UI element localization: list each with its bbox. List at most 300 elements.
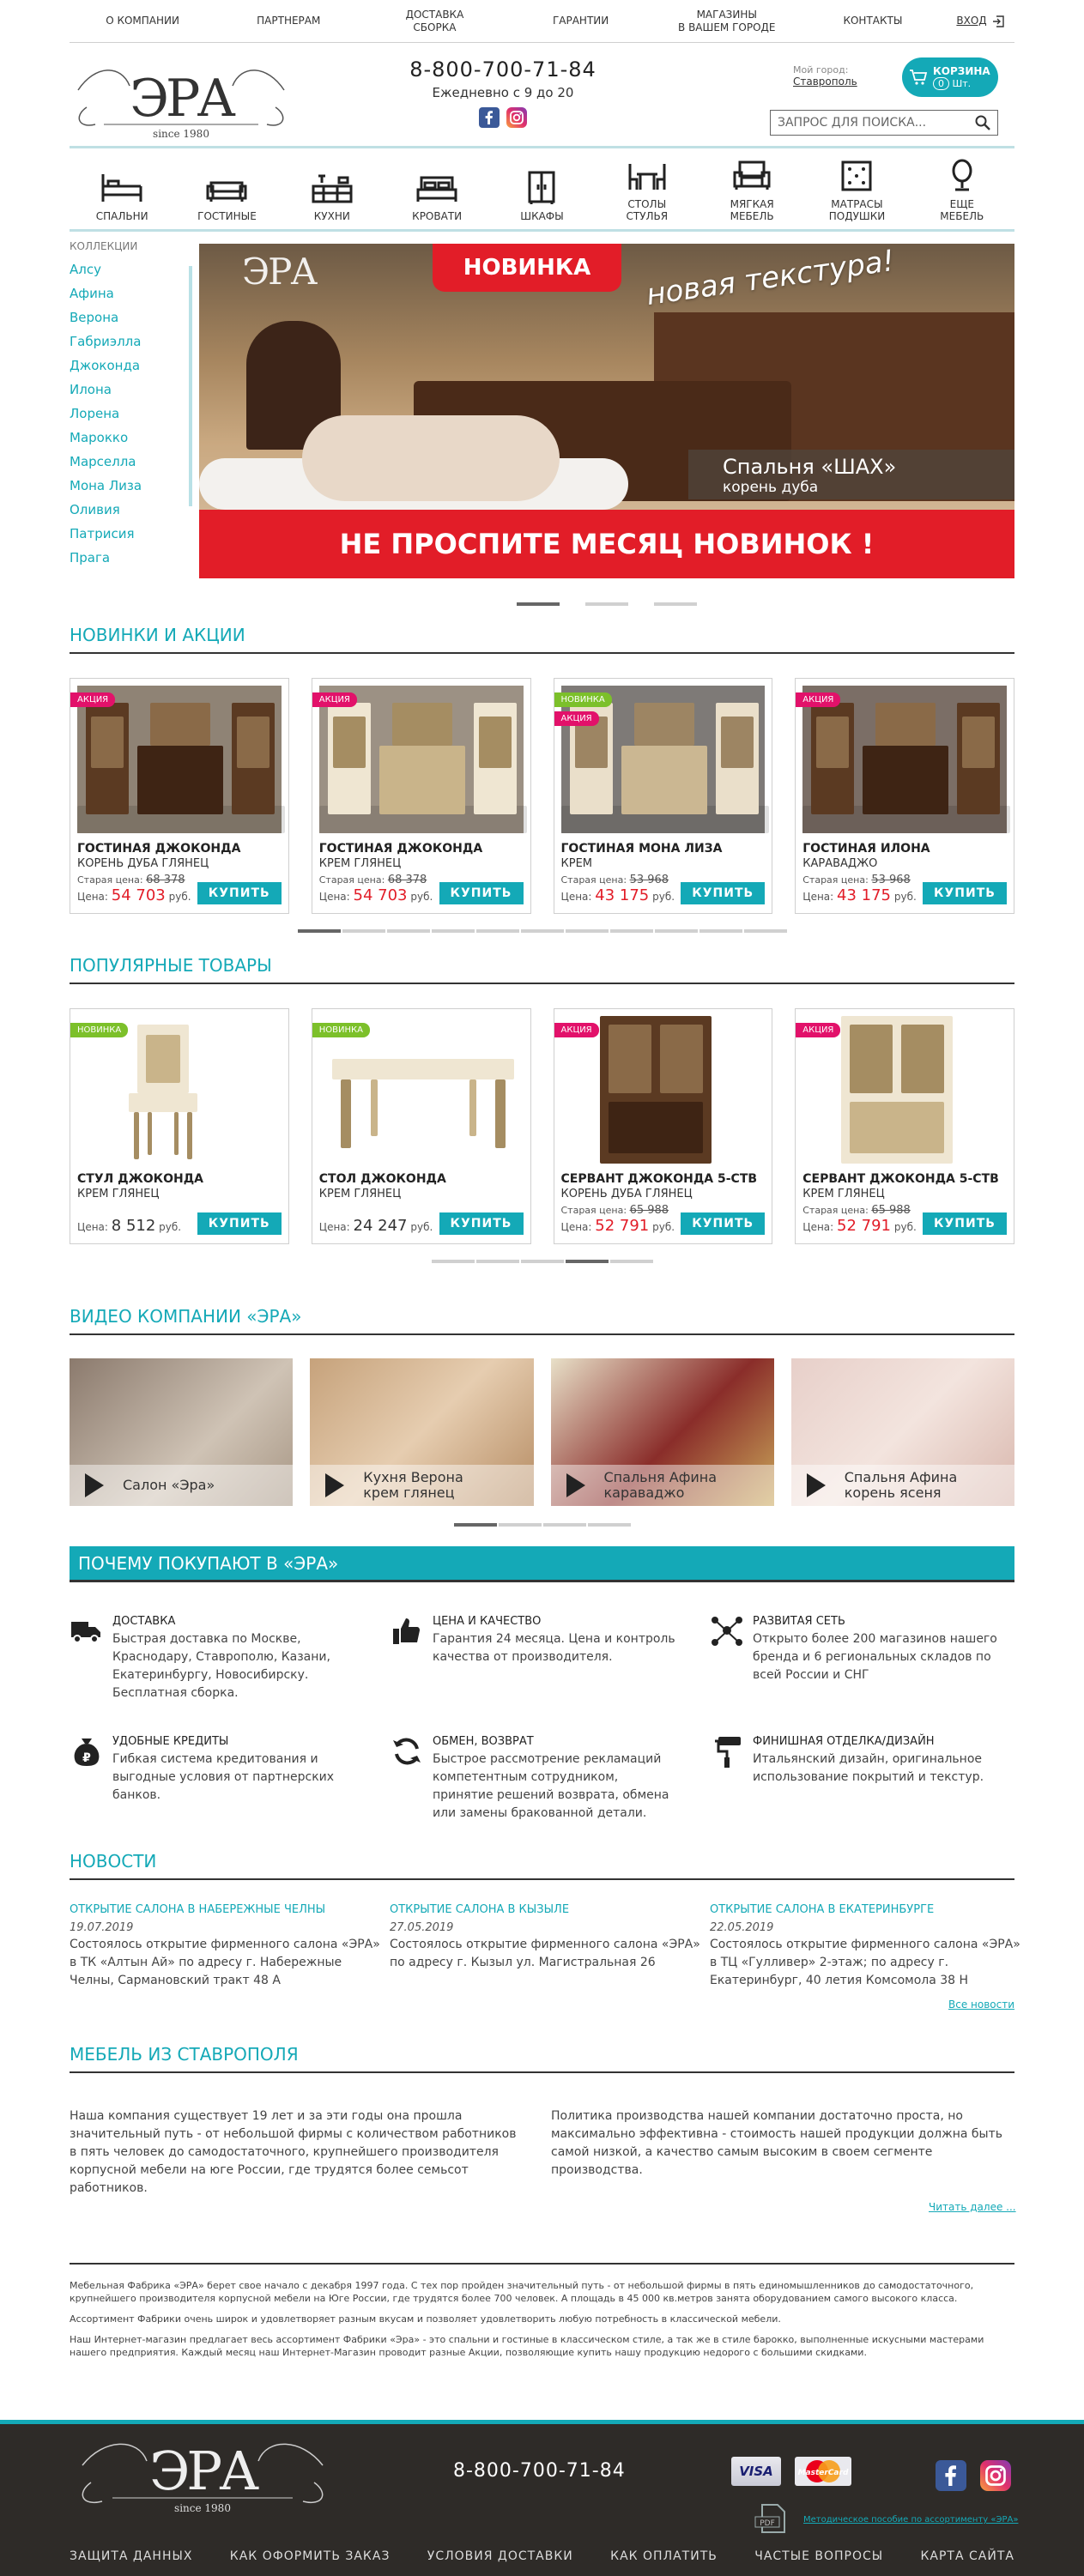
- section-title-why: ПОЧЕМУ ПОКУПАЮТ В «ЭРА»: [70, 1546, 1014, 1582]
- product-name[interactable]: ГОСТИНАЯ ДЖОКОНДА: [77, 842, 241, 856]
- carousel-dot[interactable]: [610, 1260, 653, 1263]
- video-title: Салон «Эра»: [123, 1477, 215, 1493]
- instagram-icon[interactable]: [980, 2460, 1011, 2491]
- manual-link[interactable]: Методическое пособие по ассортименту «ЭРА»: [803, 2515, 1019, 2525]
- product-image[interactable]: [319, 686, 524, 833]
- carousel-dot[interactable]: [566, 929, 609, 933]
- current-price: [802, 886, 917, 904]
- news-title[interactable]: ОТКРЫТИЕ САЛОНА В КЫЗЫЛЕ: [390, 1903, 570, 1916]
- furniture-shape: [137, 746, 223, 814]
- furniture-shape: [371, 1079, 378, 1136]
- video-caption: [70, 1465, 293, 1506]
- product-image[interactable]: [77, 686, 282, 833]
- price-label: Цена:: [77, 1221, 108, 1233]
- product-name[interactable]: СТУЛ ДЖОКОНДА: [77, 1172, 203, 1186]
- furniture-shape: [901, 1025, 944, 1093]
- product-image[interactable]: [561, 686, 766, 833]
- price-value: 52 791: [837, 1217, 892, 1235]
- product-name[interactable]: СЕРВАНТ ДЖОКОНДА 5-СТВ: [560, 1172, 758, 1186]
- facebook-icon[interactable]: [936, 2460, 966, 2491]
- buy-button[interactable]: КУПИТЬ: [197, 1212, 282, 1235]
- search-placeholder: ЗАПРОС ДЛЯ ПОИСКА...: [778, 116, 927, 130]
- old-price-label: Старая цена:: [802, 1205, 869, 1216]
- ruble-bag-icon: [70, 1735, 104, 1769]
- furniture-shape: [469, 1079, 476, 1136]
- wardrobe-icon: [519, 171, 564, 205]
- thumbs-up-icon: [390, 1615, 424, 1649]
- city-selector[interactable]: [793, 64, 857, 88]
- about-text-right: Политика производства нашей компании достаточно проста, но максимально эффективна - стоимость нашей продукции должна быть самой низкой, а качество самым высоким в своем сегменте производства.: [551, 2109, 1002, 2177]
- buy-button[interactable]: КУПИТЬ: [681, 1212, 765, 1235]
- buy-button[interactable]: КУПИТЬ: [923, 882, 1007, 904]
- svg-text:since 1980: since 1980: [174, 2502, 231, 2514]
- product-finish: КРЕМ ГЛЯНЕЦ: [77, 1188, 160, 1200]
- collection-link[interactable]: Лорена: [70, 406, 120, 421]
- furniture-shape: [721, 717, 754, 768]
- product-card[interactable]: [312, 1008, 531, 1244]
- product-prices: [802, 874, 917, 904]
- video-card[interactable]: [551, 1358, 774, 1506]
- collections-scrollbar[interactable]: [189, 266, 192, 506]
- feature-item: [390, 1735, 681, 1823]
- price-label: Цена:: [802, 1221, 834, 1233]
- product-card[interactable]: [795, 678, 1014, 914]
- header-phone[interactable]: 8-800-700-71-84: [409, 57, 597, 82]
- mastercard-icon: [795, 2457, 851, 2486]
- price-value: 43 175: [595, 886, 650, 904]
- furniture-shape: [621, 746, 707, 814]
- furniture-shape: [609, 1025, 651, 1093]
- news-text: Состоялось открытие фирменного салона «ЭРА» в ТЦ «Гулливер» 2-этаж; по адресу г. Екатеринбург, 40 летия Комсомола 38 Н: [710, 1938, 1020, 1987]
- seo-paragraph: Наш Интернет-магазин предлагает весь ассортимент Фабрики «Эра» - это спальни и гостиные в классическом стиле, а так же в стиле барокко, выполненные искусными мастерами нашего предприятия. Каждый месяц наш Интернет-Магазин проводит разные Акции, позволяющие купить нашу продукцию недорого с большими скидками.: [70, 2334, 984, 2358]
- carousel-dot[interactable]: [476, 929, 519, 933]
- old-price-label: Старая цена:: [318, 874, 385, 886]
- footer-menu: [70, 2549, 1014, 2563]
- currency-label: руб.: [159, 1221, 182, 1233]
- product-image[interactable]: [77, 1016, 282, 1164]
- video-card[interactable]: [70, 1358, 293, 1506]
- video-dot[interactable]: [543, 1523, 586, 1527]
- video-caption: [791, 1465, 1014, 1506]
- news-title[interactable]: ОТКРЫТИЕ САЛОНА В НАБЕРЕЖНЫЕ ЧЕЛНЫ: [70, 1903, 326, 1916]
- footer-menu-item[interactable]: КАК ОПЛАТИТЬ: [610, 2549, 718, 2563]
- read-more-link[interactable]: Читать далее ...: [929, 2201, 1016, 2213]
- product-prices: [561, 1204, 675, 1235]
- video-dot[interactable]: [588, 1523, 631, 1527]
- new-badge: НОВИНКА: [70, 1023, 128, 1037]
- carousel-dot[interactable]: [655, 929, 698, 933]
- login-icon: [992, 15, 1004, 27]
- old-price-value: 53 968: [629, 874, 669, 886]
- furniture-shape: [91, 717, 124, 768]
- product-name[interactable]: СЕРВАНТ ДЖОКОНДА 5-СТВ: [802, 1172, 999, 1186]
- product-prices: [802, 1204, 917, 1235]
- carousel-dot[interactable]: [432, 1260, 475, 1263]
- svg-text:ЭРА: ЭРА: [148, 2440, 257, 2502]
- furniture-shape: [237, 717, 269, 768]
- sale-badge: АКЦИЯ: [70, 692, 115, 707]
- collection-link[interactable]: Оливия: [70, 502, 120, 517]
- feature-text: Открыто более 200 магазинов нашего бренда и 6 региональных складов по всей России и СНГ: [753, 1632, 997, 1682]
- section-title-popular: ПОПУЛЯРНЫЕ ТОВАРЫ: [70, 955, 1014, 984]
- product-image[interactable]: [319, 1016, 524, 1164]
- sale-badge: АКЦИЯ: [554, 711, 599, 726]
- carousel-dot[interactable]: [432, 929, 475, 933]
- collection-link[interactable]: Прага: [70, 550, 111, 565]
- footer-menu-item[interactable]: КАРТА САЙТА: [920, 2549, 1014, 2563]
- current-price: [561, 886, 675, 904]
- feature-text: Гибкая система кредитования и выгодные условия от партнерских банков.: [112, 1752, 335, 1802]
- videos-carousel: [70, 1358, 1014, 1506]
- product-finish: КРЕМ ГЛЯНЕЦ: [802, 1188, 885, 1200]
- feature-title: ОБМЕН, ВОЗВРАТ: [433, 1735, 534, 1748]
- header-hours: Ежедневно с 9 до 20: [432, 85, 574, 100]
- product-card[interactable]: [795, 1008, 1014, 1244]
- banner-dot[interactable]: [585, 602, 628, 606]
- nav-about[interactable]: О КОМПАНИИ: [106, 15, 179, 27]
- buy-button[interactable]: КУПИТЬ: [923, 1212, 1007, 1235]
- banner-pagination: [517, 602, 697, 606]
- old-price: [561, 1204, 675, 1217]
- price-value: 24 247: [353, 1217, 408, 1235]
- buy-button[interactable]: КУПИТЬ: [681, 882, 765, 904]
- kitchen-icon: [310, 171, 354, 205]
- banner-caption-title: Спальня «ШАХ»: [723, 455, 897, 479]
- currency-label: руб.: [893, 1221, 917, 1233]
- nav-contacts[interactable]: КОНТАКТЫ: [843, 15, 903, 27]
- video-title: Кухня Верона крем глянец: [363, 1469, 463, 1501]
- footer-menu-item[interactable]: КАК ОФОРМИТЬ ЗАКАЗ: [229, 2549, 391, 2563]
- collection-link[interactable]: Афина: [70, 286, 114, 301]
- search-input[interactable]: [770, 110, 998, 136]
- old-price-label: Старая цена:: [802, 874, 869, 886]
- current-price: [319, 886, 433, 904]
- collection-link[interactable]: Джоконда: [70, 358, 141, 373]
- furniture-shape: [634, 703, 694, 746]
- furniture-shape: [875, 703, 936, 746]
- cart-count: 0: [933, 77, 949, 90]
- section-title-about: МЕБЕЛЬ ИЗ СТАВРОПОЛЯ: [70, 2044, 1014, 2073]
- furniture-shape: [379, 746, 465, 814]
- play-icon[interactable]: [807, 1473, 826, 1497]
- footer-menu-item[interactable]: УСЛОВИЯ ДОСТАВКИ: [427, 2549, 573, 2563]
- new-badge: НОВИНКА: [312, 1023, 370, 1037]
- product-prices: [319, 1217, 433, 1235]
- city-value[interactable]: Ставрополь: [793, 76, 857, 88]
- news-text: Состоялось открытие фирменного салона «ЭРА» в ТК «Алтын Ай» по адресу г. Набережные Челны, Сармановский тракт 48 А: [70, 1938, 380, 1987]
- feature-title: ФИНИШНАЯ ОТДЕЛКА/ДИЗАЙН: [753, 1735, 935, 1748]
- banner-caption: [688, 450, 1014, 499]
- product-name[interactable]: ГОСТИНАЯ ИЛОНА: [802, 842, 930, 856]
- svg-text:₽: ₽: [82, 1751, 91, 1765]
- feature-text: Гарантия 24 месяца. Цена и контроль качества от производителя.: [433, 1632, 675, 1664]
- carousel-dot[interactable]: [699, 929, 742, 933]
- old-price: [802, 874, 917, 886]
- furniture-shape: [660, 1025, 703, 1093]
- product-card[interactable]: [554, 1008, 773, 1244]
- refresh-icon: [390, 1735, 424, 1769]
- news-date: 22.05.2019: [710, 1921, 774, 1934]
- furniture-shape: [609, 1102, 703, 1153]
- site-logo[interactable]: [70, 56, 293, 142]
- carousel-dot[interactable]: [744, 929, 787, 933]
- popular-products-carousel: [70, 1008, 1014, 1244]
- svg-text:since 1980: since 1980: [153, 128, 209, 140]
- play-icon[interactable]: [325, 1473, 344, 1497]
- furniture-shape: [495, 1079, 506, 1148]
- video-caption: [551, 1465, 774, 1506]
- top-nav: [70, 0, 1014, 43]
- login-link[interactable]: [946, 15, 1014, 27]
- header-contacts: [396, 57, 610, 128]
- collection-link[interactable]: Марокко: [70, 430, 129, 445]
- footer-menu-item[interactable]: ЗАЩИТА ДАННЫХ: [70, 2549, 193, 2563]
- old-price: [561, 874, 675, 886]
- popular-products-pagination: [432, 1260, 653, 1263]
- video-dot[interactable]: [499, 1523, 542, 1527]
- video-title: Спальня Афина корень ясеня: [844, 1469, 958, 1501]
- carousel-dot[interactable]: [521, 929, 564, 933]
- banner-dot[interactable]: [517, 602, 560, 606]
- currency-label: руб.: [893, 891, 917, 903]
- search-icon[interactable]: [975, 115, 990, 130]
- furniture-shape: [850, 1102, 944, 1153]
- mirror-icon: [940, 159, 984, 193]
- nav-guarantee[interactable]: ГАРАНТИИ: [552, 15, 609, 27]
- price-value: 54 703: [353, 886, 408, 904]
- category-soft[interactable]: МЯГКАЯ МЕБЕЛЬ: [699, 148, 804, 229]
- promo-banner[interactable]: [199, 244, 1014, 578]
- old-price: [802, 1204, 917, 1217]
- new-badge: НОВИНКА: [554, 692, 612, 707]
- category-kitchens[interactable]: КУХНИ: [280, 148, 385, 229]
- city-label: Мой город:: [793, 64, 849, 76]
- feature-text: Быстрое рассмотрение рекламаций компетентным сотрудником, принятие решений возврата, обмена или замены бракованной детали.: [433, 1752, 669, 1820]
- news-item: [710, 1903, 1027, 1990]
- product-finish: КОРЕНЬ ДУБА ГЛЯНЕЦ: [77, 857, 209, 870]
- product-finish: КАРАВАДЖО: [802, 857, 878, 870]
- product-card[interactable]: [70, 678, 289, 914]
- about-text-left: Наша компания существует 19 лет и за эти годы она прошла значительный путь - от небольшой фирмы с количеством работников в пять человек до самодостаточного, крупнейшего производителя корпусной мебели на юге России, где трудятся более семьсот работников.: [70, 2109, 517, 2195]
- play-icon[interactable]: [566, 1473, 585, 1497]
- header: [70, 47, 1014, 146]
- banner-new-badge: НОВИНКА: [433, 244, 621, 292]
- old-price-value: 65 988: [629, 1204, 669, 1217]
- product-prices: [319, 874, 433, 904]
- collection-link[interactable]: Габриэлла: [70, 334, 142, 349]
- footer: [0, 2420, 1084, 2576]
- product-prices: [77, 1217, 181, 1235]
- news-date: 19.07.2019: [70, 1921, 134, 1934]
- cart-button[interactable]: [902, 57, 998, 97]
- category-living[interactable]: ГОСТИНЫЕ: [174, 148, 279, 229]
- footer-logo[interactable]: [70, 2431, 336, 2520]
- section-title-video: ВИДЕО КОМПАНИИ «ЭРА»: [70, 1306, 1014, 1335]
- old-price-label: Старая цена:: [560, 1205, 627, 1216]
- collection-link[interactable]: Илона: [70, 382, 112, 397]
- furniture-shape: [333, 717, 366, 768]
- product-prices: [77, 874, 191, 904]
- feature-title: ЦЕНА И КАЧЕСТВО: [433, 1615, 542, 1628]
- category-wardrobes[interactable]: ШКАФЫ: [489, 148, 594, 229]
- news-text: Состоялось открытие фирменного салона «ЭРА» по адресу г. Кызыл ул. Магистральная 26: [390, 1938, 700, 1969]
- nav-delivery[interactable]: ДОСТАВКА СБОРКА: [405, 8, 464, 33]
- feature-item: [70, 1735, 361, 1805]
- svg-text:ЭРА: ЭРА: [130, 69, 233, 129]
- collections-title: КОЛЛЕКЦИИ: [70, 240, 138, 252]
- price-label: Цена:: [802, 891, 834, 903]
- product-image[interactable]: [802, 1016, 1007, 1164]
- collection-link[interactable]: Мона Лиза: [70, 478, 142, 493]
- banner-strip: НЕ ПРОСПИТЕ МЕСЯЦ НОВИНОК !: [199, 510, 1014, 578]
- furniture-shape: [148, 1112, 152, 1155]
- truck-icon: [70, 1615, 104, 1649]
- old-price: [77, 874, 191, 886]
- price-label: Цена:: [560, 891, 592, 903]
- divider: [70, 2263, 1014, 2265]
- furniture-shape: [332, 1059, 514, 1079]
- all-news-link[interactable]: Все новости: [948, 1999, 1015, 2011]
- banner-dot[interactable]: [654, 602, 697, 606]
- old-price-value: 68 378: [146, 874, 185, 886]
- carousel-dot[interactable]: [342, 929, 385, 933]
- sale-badge: АКЦИЯ: [312, 692, 357, 707]
- old-price-value: 53 968: [871, 874, 911, 886]
- feature-title: РАЗВИТАЯ СЕТЬ: [753, 1615, 845, 1628]
- product-image[interactable]: [561, 1016, 766, 1164]
- buy-button[interactable]: КУПИТЬ: [197, 882, 282, 904]
- currency-label: руб.: [168, 891, 191, 903]
- buy-button[interactable]: КУПИТЬ: [439, 882, 524, 904]
- old-price-label: Старая цена:: [560, 874, 627, 886]
- product-name[interactable]: СТОЛ ДЖОКОНДА: [318, 1172, 446, 1186]
- video-dot[interactable]: [454, 1523, 497, 1527]
- nav-stores[interactable]: МАГАЗИНЫ В ВАШЕМ ГОРОДЕ: [678, 8, 776, 33]
- category-bedrooms[interactable]: СПАЛЬНИ: [70, 148, 174, 229]
- price-value: 54 703: [111, 886, 166, 904]
- new-products-pagination: [298, 929, 787, 933]
- carousel-dot[interactable]: [521, 1260, 564, 1263]
- carousel-dot[interactable]: [387, 929, 430, 933]
- price-label: Цена:: [77, 891, 108, 903]
- cart-icon: [909, 69, 928, 86]
- login-label: ВХОД: [956, 15, 987, 27]
- carousel-dot[interactable]: [566, 1260, 609, 1263]
- sofa-icon: [204, 171, 249, 205]
- product-prices: [561, 874, 675, 904]
- product-finish: КОРЕНЬ ДУБА ГЛЯНЕЦ: [560, 1188, 693, 1200]
- furniture-shape: [150, 703, 210, 746]
- old-price-value: 65 988: [871, 1204, 911, 1217]
- collection-link[interactable]: Марселла: [70, 454, 136, 469]
- bed-frame-icon: [415, 171, 459, 205]
- videos-pagination: [454, 1523, 631, 1527]
- category-more[interactable]: ЕЩЕ МЕБЕЛЬ: [910, 148, 1014, 229]
- svg-text:MasterCard: MasterCard: [797, 2469, 849, 2477]
- carousel-dot[interactable]: [476, 1260, 519, 1263]
- feature-item: [710, 1735, 1002, 1787]
- price-value: 43 175: [837, 886, 892, 904]
- video-caption: [310, 1465, 533, 1506]
- video-card[interactable]: [791, 1358, 1014, 1506]
- feature-title: ДОСТАВКА: [112, 1615, 176, 1628]
- product-name[interactable]: ГОСТИНАЯ МОНА ЛИЗА: [560, 842, 723, 856]
- product-finish: КРЕМ ГЛЯНЕЦ: [318, 1188, 402, 1200]
- facebook-icon[interactable]: [479, 107, 500, 128]
- carousel-dot[interactable]: [610, 929, 653, 933]
- product-card[interactable]: [70, 1008, 289, 1244]
- banner-caption-sub: корень дуба: [723, 479, 819, 496]
- old-price-label: Старая цена:: [77, 874, 143, 886]
- furniture-shape: [174, 1112, 179, 1155]
- video-card[interactable]: [310, 1358, 533, 1506]
- furniture-shape: [129, 1093, 197, 1112]
- price-value: 8 512: [111, 1217, 156, 1235]
- feature-text: Итальянский дизайн, оригинальное использование покрытий и текстур.: [753, 1752, 984, 1784]
- product-card[interactable]: [312, 678, 531, 914]
- play-icon[interactable]: [85, 1473, 104, 1497]
- feature-text: Быстрая доставка по Москве, Краснодару, Ставрополю, Казани, Екатеринбургу, Новосибирску. Бесплатная сборка.: [112, 1632, 330, 1700]
- product-finish: КРЕМ: [560, 857, 592, 870]
- footer-phone[interactable]: 8-800-700-71-84: [453, 2460, 626, 2482]
- current-price: [77, 1217, 181, 1235]
- furniture-shape: [392, 703, 452, 746]
- pdf-icon[interactable]: [754, 2503, 788, 2534]
- current-price: [77, 886, 191, 904]
- price-value: 52 791: [595, 1217, 650, 1235]
- table-chairs-icon: [625, 159, 669, 193]
- carousel-dot[interactable]: [298, 929, 341, 933]
- collections-list: [70, 240, 197, 570]
- furniture-shape: [187, 1112, 192, 1159]
- instagram-icon[interactable]: [506, 107, 527, 128]
- collection-link[interactable]: Алсу: [70, 262, 101, 277]
- price-label: Цена:: [318, 891, 350, 903]
- category-tables[interactable]: СТОЛЫ СТУЛЬЯ: [595, 148, 699, 229]
- product-image[interactable]: [802, 686, 1007, 833]
- furniture-shape: [816, 717, 849, 768]
- buy-button[interactable]: КУПИТЬ: [439, 1212, 524, 1235]
- collection-link[interactable]: Патрисия: [70, 526, 135, 541]
- feature-item: [710, 1615, 1002, 1684]
- nav-partners[interactable]: ПАРТНЕРАМ: [257, 15, 321, 27]
- banner-person-image: [302, 415, 560, 501]
- product-card[interactable]: [554, 678, 773, 914]
- category-mattresses[interactable]: МАТРАСЫ ПОДУШКИ: [804, 148, 909, 229]
- seo-paragraph: Мебельная Фабрика «ЭРА» берет свое начало с декабря 1997 года. С тех пор пройден значительный путь - от небольшой фирмы в пять единомышленников до самодостаточного, крупнейшего производителя корпусной мебели на Юге России, где трудятся более 700 человек. А площадь в 45 000 кв.метров занята оборудованием самого высокого класса.: [70, 2280, 974, 2304]
- new-products-carousel: [70, 678, 1014, 914]
- paint-roller-icon: [710, 1735, 744, 1769]
- news-title[interactable]: ОТКРЫТИЕ САЛОНА В ЕКАТЕРИНБУРГЕ: [710, 1903, 935, 1916]
- seo-text: [70, 2279, 1014, 2367]
- news-item: [390, 1903, 707, 1972]
- visa-icon: VISA: [731, 2457, 781, 2486]
- cart-label: КОРЗИНА: [933, 64, 990, 77]
- current-price: [802, 1217, 917, 1235]
- cart-unit: Шт.: [952, 77, 972, 89]
- current-price: [319, 1217, 433, 1235]
- furniture-shape: [863, 746, 948, 814]
- collection-link[interactable]: Верона: [70, 310, 119, 325]
- furniture-shape: [479, 717, 512, 768]
- feature-item: [390, 1615, 681, 1666]
- news-date: 27.05.2019: [390, 1921, 454, 1934]
- category-beds[interactable]: КРОВАТИ: [385, 148, 489, 229]
- furniture-shape: [146, 1035, 180, 1083]
- product-name[interactable]: ГОСТИНАЯ ДЖОКОНДА: [318, 842, 483, 856]
- current-price: [561, 1217, 675, 1235]
- footer-menu-item[interactable]: ЧАСТЫЕ ВОПРОСЫ: [754, 2549, 884, 2563]
